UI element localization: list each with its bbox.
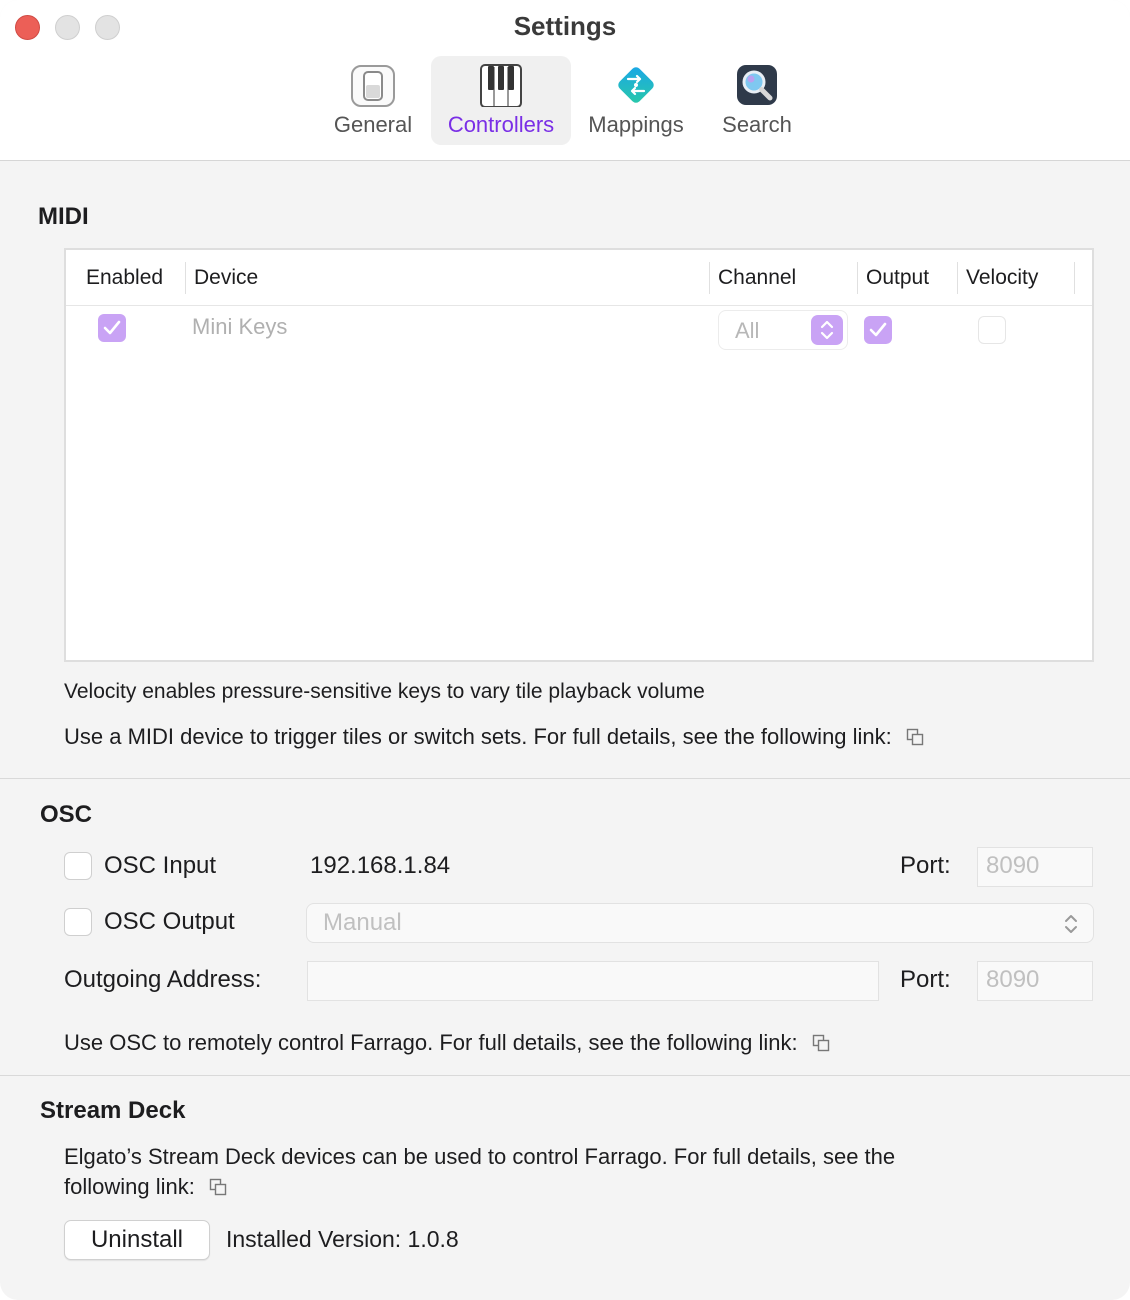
tab-label: Controllers (447, 112, 555, 137)
midi-section-title: MIDI (38, 203, 89, 230)
tab-label: Search (722, 112, 792, 137)
velocity-note: Velocity enables pressure-sensitive keys to vary tile playback volume (64, 680, 705, 703)
magnifier-icon (735, 63, 779, 107)
external-link-icon[interactable] (209, 1178, 227, 1196)
updown-arrows-icon (811, 315, 843, 345)
osc-link-text: Use OSC to remotely control Farrago. For full details, see the following link: (64, 1030, 798, 1055)
channel-value: All (735, 318, 760, 343)
column-separator (709, 262, 710, 294)
tab-label: Mappings (588, 112, 684, 137)
output-mode-popup[interactable] (306, 903, 1094, 943)
column-header-enabled[interactable]: Enabled (86, 266, 164, 289)
tab-search[interactable] (710, 56, 804, 145)
stream-deck-note-line1: Elgato’s Stream Deck devices can be used to control Farrago. For full details, see the (64, 1144, 896, 1169)
output-port-field[interactable] (977, 961, 1093, 1001)
chevron-updown-icon (1063, 912, 1079, 936)
external-link-icon[interactable] (906, 728, 924, 746)
external-link-icon[interactable] (812, 1034, 830, 1052)
enabled-checkbox[interactable] (98, 314, 126, 342)
column-header-output[interactable]: Output (866, 266, 930, 289)
tab-controllers[interactable] (431, 56, 571, 145)
midi-device-table[interactable] (64, 248, 1094, 662)
channel-popup[interactable] (718, 310, 848, 350)
installed-version: Installed Version: 1.0.8 (226, 1226, 459, 1252)
device-name: Mini Keys (192, 314, 288, 339)
header-divider (66, 305, 1092, 306)
tab-mappings[interactable] (580, 56, 692, 145)
stream-deck-link-text: following link: (64, 1174, 195, 1199)
column-header-velocity[interactable]: Velocity (966, 266, 1039, 289)
stream-deck-note-line2 (64, 1174, 227, 1200)
column-separator (957, 262, 958, 294)
input-port-field[interactable] (977, 847, 1093, 887)
input-port-label: Port: (900, 852, 951, 879)
section-divider (0, 778, 1130, 779)
osc-section-title: OSC (40, 801, 93, 828)
window-title: Settings (513, 11, 617, 41)
osc-output-checkbox[interactable] (64, 908, 92, 936)
column-separator (1074, 262, 1075, 294)
column-separator (857, 262, 858, 294)
piano-keys-icon (479, 63, 523, 107)
output-mode-value: Manual (323, 909, 402, 936)
column-separator (185, 262, 186, 294)
osc-link-note (64, 1030, 830, 1056)
column-header-device[interactable]: Device (194, 266, 259, 289)
output-port-placeholder: 8090 (986, 966, 1040, 993)
osc-input-label[interactable]: OSC Input (104, 852, 217, 879)
output-port-label: Port: (900, 966, 951, 993)
outgoing-address-field[interactable] (307, 961, 879, 1001)
section-divider (0, 1075, 1130, 1076)
uninstall-button[interactable]: Uninstall (64, 1220, 210, 1260)
checkmark-icon (102, 318, 122, 338)
mappings-icon (614, 63, 658, 107)
toolbar (0, 0, 1130, 161)
velocity-checkbox[interactable] (978, 316, 1006, 344)
tab-label: General (333, 112, 413, 137)
switch-icon (351, 63, 395, 107)
ip-address: 192.168.1.84 (310, 852, 451, 879)
osc-input-checkbox[interactable] (64, 852, 92, 880)
column-header-channel[interactable]: Channel (718, 266, 797, 289)
input-port-placeholder: 8090 (986, 852, 1040, 879)
tab-general[interactable] (324, 56, 422, 145)
osc-output-label[interactable]: OSC Output (104, 908, 235, 935)
checkmark-icon (868, 320, 888, 340)
midi-link-note (64, 724, 924, 750)
output-checkbox[interactable] (864, 316, 892, 344)
midi-link-text: Use a MIDI device to trigger tiles or switch sets. For full details, see the following link: (64, 724, 892, 749)
outgoing-address-label: Outgoing Address: (64, 966, 262, 993)
stream-deck-section-title: Stream Deck (40, 1097, 186, 1124)
